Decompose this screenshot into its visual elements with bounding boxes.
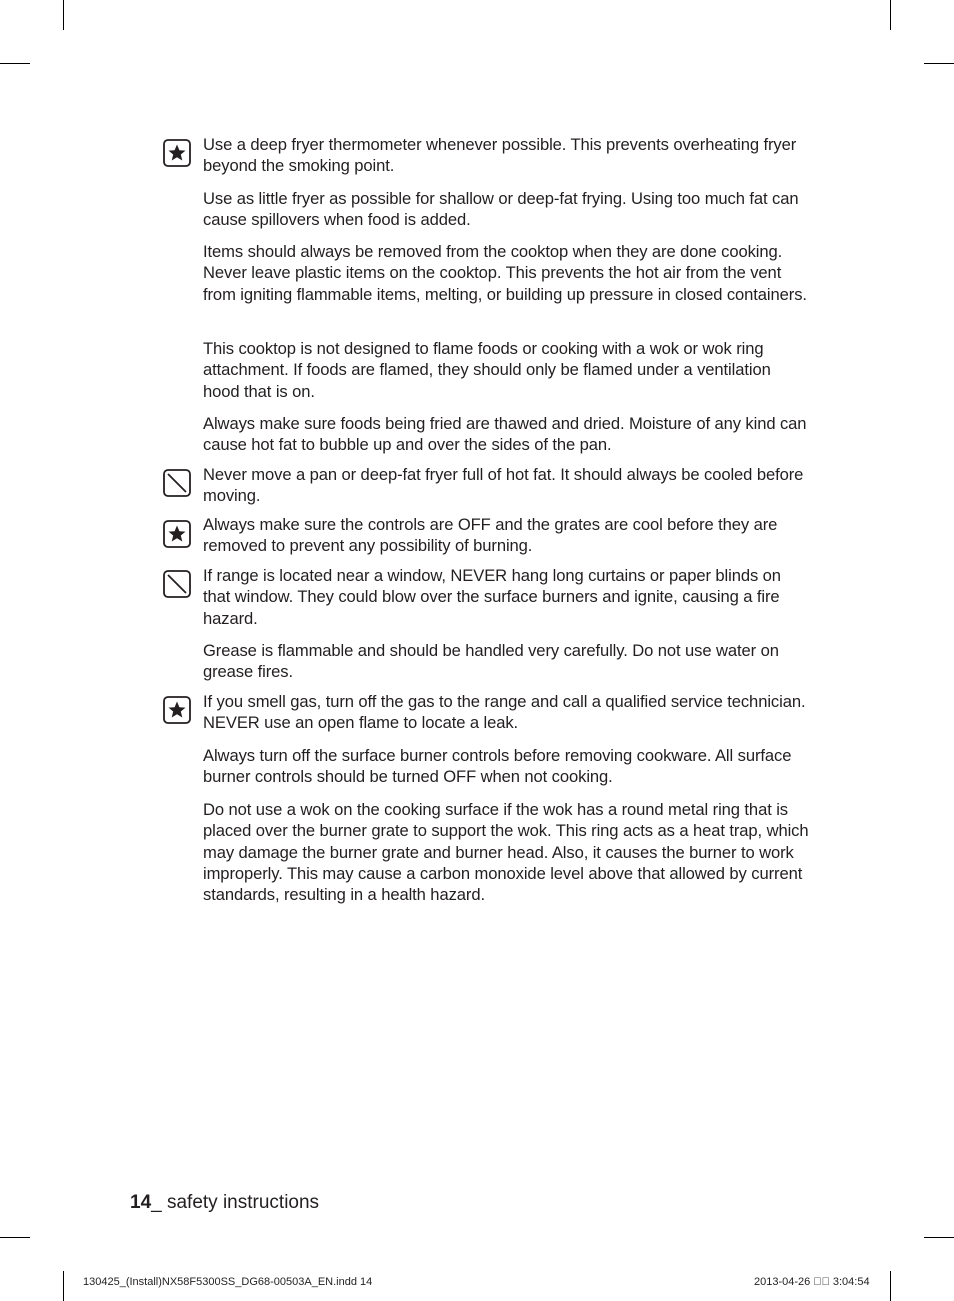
- instruction-paragraph: Always turn off the surface burner controls before removing cookware. All surface burner controls should be turned OFF when not cooking.: [203, 746, 792, 787]
- crop-mark-top-left-horizontal: [0, 63, 30, 64]
- crop-mark-bottom-left-vertical: [63, 1271, 64, 1301]
- instruction-paragraph: Grease is flammable and should be handled very carefully. Do not use water on grease fires.: [203, 641, 779, 682]
- instruction-paragraph: Always make sure the controls are OFF and the grates are cool before they are removed to prevent any possibility of burning.: [203, 515, 778, 556]
- instruction-paragraph: Use a deep fryer thermometer whenever possible. This prevents overheating fryer beyond the smoking point.: [203, 135, 797, 176]
- crop-mark-bottom-left-horizontal: [0, 1237, 30, 1238]
- instruction-paragraph: Use as little fryer as possible for shallow or deep-fat frying. Using too much fat can cause spillovers when food is added.: [203, 189, 799, 230]
- star-icon: [163, 520, 191, 548]
- instruction-paragraph: Items should always be removed from the cooktop when they are done cooking. Never leave plastic items on the cooktop. This prevents the hot air from the vent from igniting flammable items, melting, or building up pressure in closed containers.: [203, 242, 807, 304]
- star-icon: [163, 696, 191, 724]
- crop-mark-bottom-right-horizontal: [924, 1237, 954, 1238]
- crop-mark-bottom-right-vertical: [890, 1271, 891, 1301]
- crop-mark-top-right-vertical: [890, 0, 891, 30]
- instruction-paragraph: Never move a pan or deep-fat fryer full of hot fat. It should always be cooled before moving.: [203, 465, 804, 506]
- instruction-paragraph: Always make sure foods being fried are thawed and dried. Moisture of any kind can cause hot fat to bubble up and over the sides of the pan.: [203, 414, 807, 455]
- instruction-paragraph: If range is located near a window, NEVER hang long curtains or paper blinds on that window. They could blow over the surface burners and ignite, causing a fire hazard.: [203, 566, 781, 628]
- instruction-paragraph: If you smell gas, turn off the gas to the range and call a qualified service technician. NEVER use an open flame to locate a leak.: [203, 692, 806, 733]
- prohibited-icon: [163, 570, 191, 598]
- page-number: 14: [130, 1192, 152, 1213]
- crop-mark-top-left-vertical: [63, 0, 64, 30]
- star-icon: [163, 139, 191, 167]
- page-footer: [130, 1192, 319, 1214]
- instruction-paragraph: This cooktop is not designed to flame foods or cooking with a wok or wok ring attachment. If foods are flamed, they should only be flamed under a ventilation hood that is on.: [203, 339, 771, 401]
- instruction-paragraph: Do not use a wok on the cooking surface if the wok has a round metal ring that is placed over the burner grate to support the wok. This ring acts as a heat trap, which may damage the burner grate and burner head. Also, it causes the burner to work improperly. This may cause a carbon monoxide level above that allowed by current standards, resulting in a health hazard.: [203, 800, 809, 905]
- prohibited-icon: [163, 469, 191, 497]
- crop-mark-top-right-horizontal: [924, 63, 954, 64]
- slug-filename: 130425_(Install)NX58F5300SS_DG68-00503A_EN.indd 14: [83, 1276, 373, 1288]
- slug-timestamp: 2013-04-26    3:04:54: [754, 1276, 870, 1288]
- section-title: _ safety instructions: [151, 1192, 320, 1213]
